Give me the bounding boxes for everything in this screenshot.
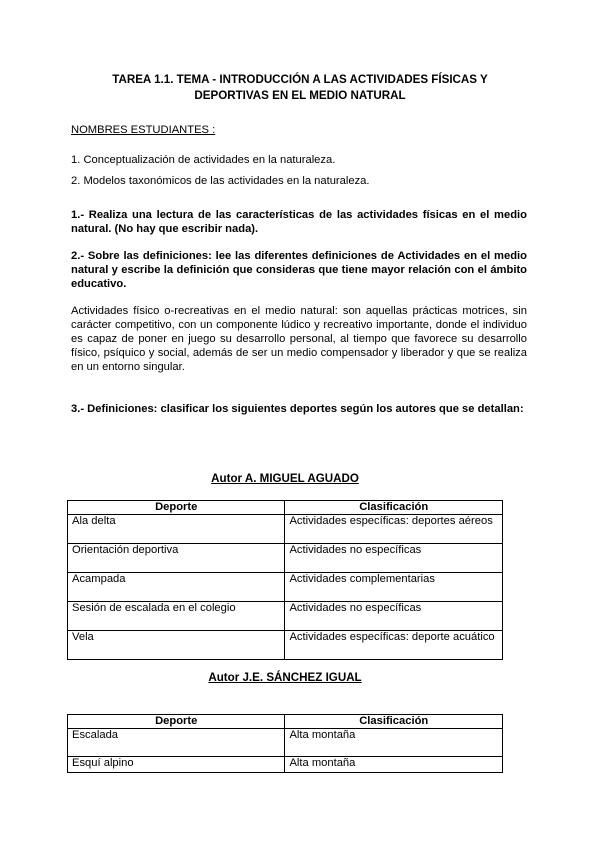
answer-2: Actividades físico o-recreativas en el medio natural: son aquellas prácticas motrices, sin carácter competitivo, con un componente lúdico y recreativo importante, donde el individuo es capaz de poner en juego su desarrollo personal, al tiempo que favorece su desarrollo físico, psíquico y social, además de ser un medio compensador y liberador y que se realiza en un entorno singular. — [71, 305, 527, 373]
table1-caption: Autor A. MIGUEL AGUADO — [211, 472, 359, 485]
sport-cell: Esquí alpino — [68, 757, 285, 773]
sport-cell: Ala delta — [68, 515, 285, 544]
table-row — [68, 515, 503, 544]
topic-1: 1. Conceptualización de actividades en la naturaleza. — [71, 154, 336, 166]
classification-cell: Actividades no específicas — [285, 602, 503, 631]
classification-cell: Actividades específicas: deportes aéreos — [285, 515, 503, 544]
table-header-row — [68, 501, 503, 515]
table-row — [68, 729, 503, 757]
sport-cell: Sesión de escalada en el colegio — [68, 602, 285, 631]
table-row — [68, 573, 503, 602]
students-label: NOMBRES ESTUDIANTES : — [71, 124, 216, 136]
table-row — [68, 602, 503, 631]
sport-cell: Acampada — [68, 573, 285, 602]
classification-table-1 — [67, 500, 503, 660]
sport-cell: Vela — [68, 631, 285, 660]
table-row — [68, 757, 503, 773]
classification-cell: Alta montaña — [285, 757, 503, 773]
header-deporte: Deporte — [68, 715, 285, 729]
classification-cell: Actividades específicas: deporte acuático — [285, 631, 503, 660]
topic-2: 2. Modelos taxonómicos de las actividades en la naturaleza. — [71, 175, 370, 187]
table-header-row — [68, 715, 503, 729]
table2-caption: Autor J.E. SÁNCHEZ IGUAL — [208, 671, 362, 684]
title-line-2: DEPORTIVAS EN EL MEDIO NATURAL — [194, 89, 406, 102]
header-deporte: Deporte — [68, 501, 285, 515]
title-line-1: TAREA 1.1. TEMA - INTRODUCCIÓN A LAS ACTIVIDADES FÍSICAS Y — [112, 73, 488, 86]
question-2: 2.- Sobre las definiciones: lee las diferentes definiciones de Actividades en el medio natural y escribe la definición que consideras que tiene mayor relación con el ámbito educativo. — [71, 250, 527, 290]
question-3: 3.- Definiciones: clasificar los siguientes deportes según los autores que se detallan: — [71, 403, 524, 415]
sport-cell: Orientación deportiva — [68, 544, 285, 573]
table-row — [68, 631, 503, 660]
header-clasificacion: Clasificación — [285, 501, 503, 515]
header-clasificacion: Clasificación — [285, 715, 503, 729]
classification-cell: Alta montaña — [285, 729, 503, 757]
sport-cell: Escalada — [68, 729, 285, 757]
question-1: 1.- Realiza una lectura de las características de las actividades físicas en el medio natural. (No hay que escribir nada). — [71, 209, 527, 235]
document-title — [70, 72, 530, 104]
classification-table-2 — [67, 714, 503, 773]
table-row — [68, 544, 503, 573]
classification-cell: Actividades complementarias — [285, 573, 503, 602]
classification-cell: Actividades no específicas — [285, 544, 503, 573]
